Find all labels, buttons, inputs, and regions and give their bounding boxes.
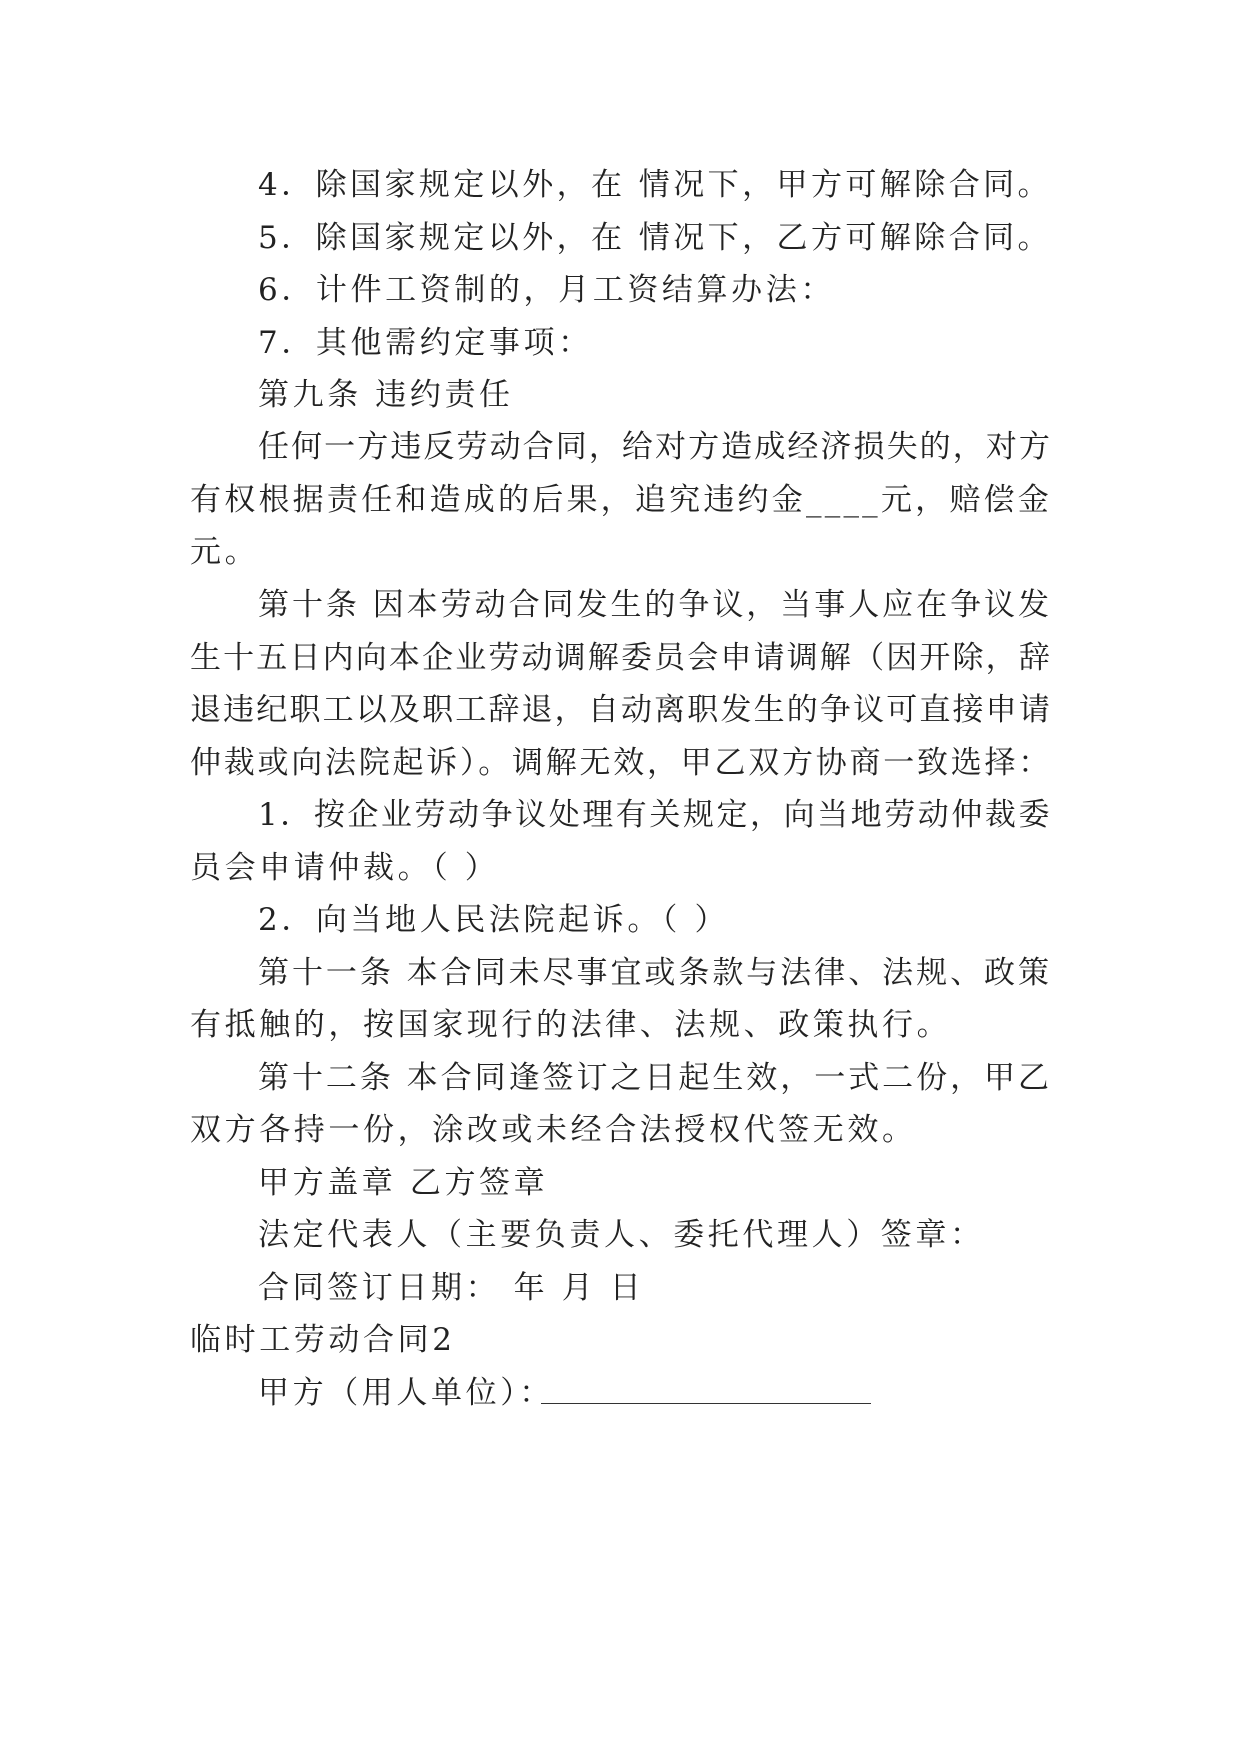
clause-10-text-line-1: 第十条 因本劳动合同发生的争议，当事人应在争议发 bbox=[258, 587, 1052, 623]
clause-9-text-line-1: 任何一方违反劳动合同，给对方造成经济损失的，对方 bbox=[258, 429, 1052, 465]
clause-10-text-line-2: 生十五日内向本企业劳动调解委员会申请调解（因开除，辞 bbox=[190, 640, 1052, 676]
legal-representative-signature-line: 法定代表人（主要负责人、委托代理人）签章： bbox=[258, 1217, 985, 1253]
clause-11-text-line-2: 有抵触的，按国家现行的法律、法规、政策执行。 bbox=[190, 1007, 952, 1043]
clause-10-option-2: 2．向当地人民法院起诉。（ ） bbox=[258, 902, 730, 938]
clause-9-text-line-2: 有权根据责任和造成的后果，追究违约金____元，赔偿金 bbox=[190, 482, 1052, 518]
clause-8-item-5: 5．除国家规定以外，在 情况下，乙方可解除合同。 bbox=[258, 220, 1052, 256]
signature-parties-line: 甲方盖章 乙方签章 bbox=[258, 1165, 549, 1201]
clause-11-text-line-1: 第十一条 本合同未尽事宜或条款与法律、法规、政策 bbox=[258, 955, 1052, 991]
clause-12-text-line-1: 第十二条 本合同逢签订之日起生效，一式二份，甲乙 bbox=[258, 1060, 1052, 1096]
party-a-employer-line: 甲方（用人单位）： bbox=[258, 1375, 554, 1411]
party-a-blank-underline bbox=[541, 1403, 871, 1404]
clause-9-heading: 第九条 违约责任 bbox=[258, 377, 514, 413]
clause-10-option-1-line-2: 员会申请仲裁。（ ） bbox=[190, 850, 500, 886]
clause-12-text-line-2: 双方各持一份，涂改或未经合法授权代签无效。 bbox=[190, 1112, 917, 1148]
clause-9-text-line-3: 元。 bbox=[190, 534, 260, 570]
clause-8-item-7: 7．其他需约定事项： bbox=[258, 325, 593, 361]
clause-10-option-1-line-1: 1．按企业劳动争议处理有关规定，向当地劳动仲裁委 bbox=[258, 797, 1052, 833]
section-title-temporary-labor-contract-2: 临时工劳动合同2 bbox=[190, 1322, 456, 1358]
contract-signing-date-line: 合同签订日期： 年 月 日 bbox=[258, 1270, 645, 1306]
clause-8-item-6: 6．计件工资制的，月工资结算办法： bbox=[258, 272, 835, 308]
clause-10-text-line-3: 退违纪职工以及职工辞退，自动离职发生的争议可直接申请 bbox=[190, 692, 1052, 728]
clause-8-item-4: 4．除国家规定以外，在 情况下，甲方可解除合同。 bbox=[258, 167, 1052, 203]
clause-10-text-line-4: 仲裁或向法院起诉）。调解无效，甲乙双方协商一致选择： bbox=[190, 745, 1052, 781]
